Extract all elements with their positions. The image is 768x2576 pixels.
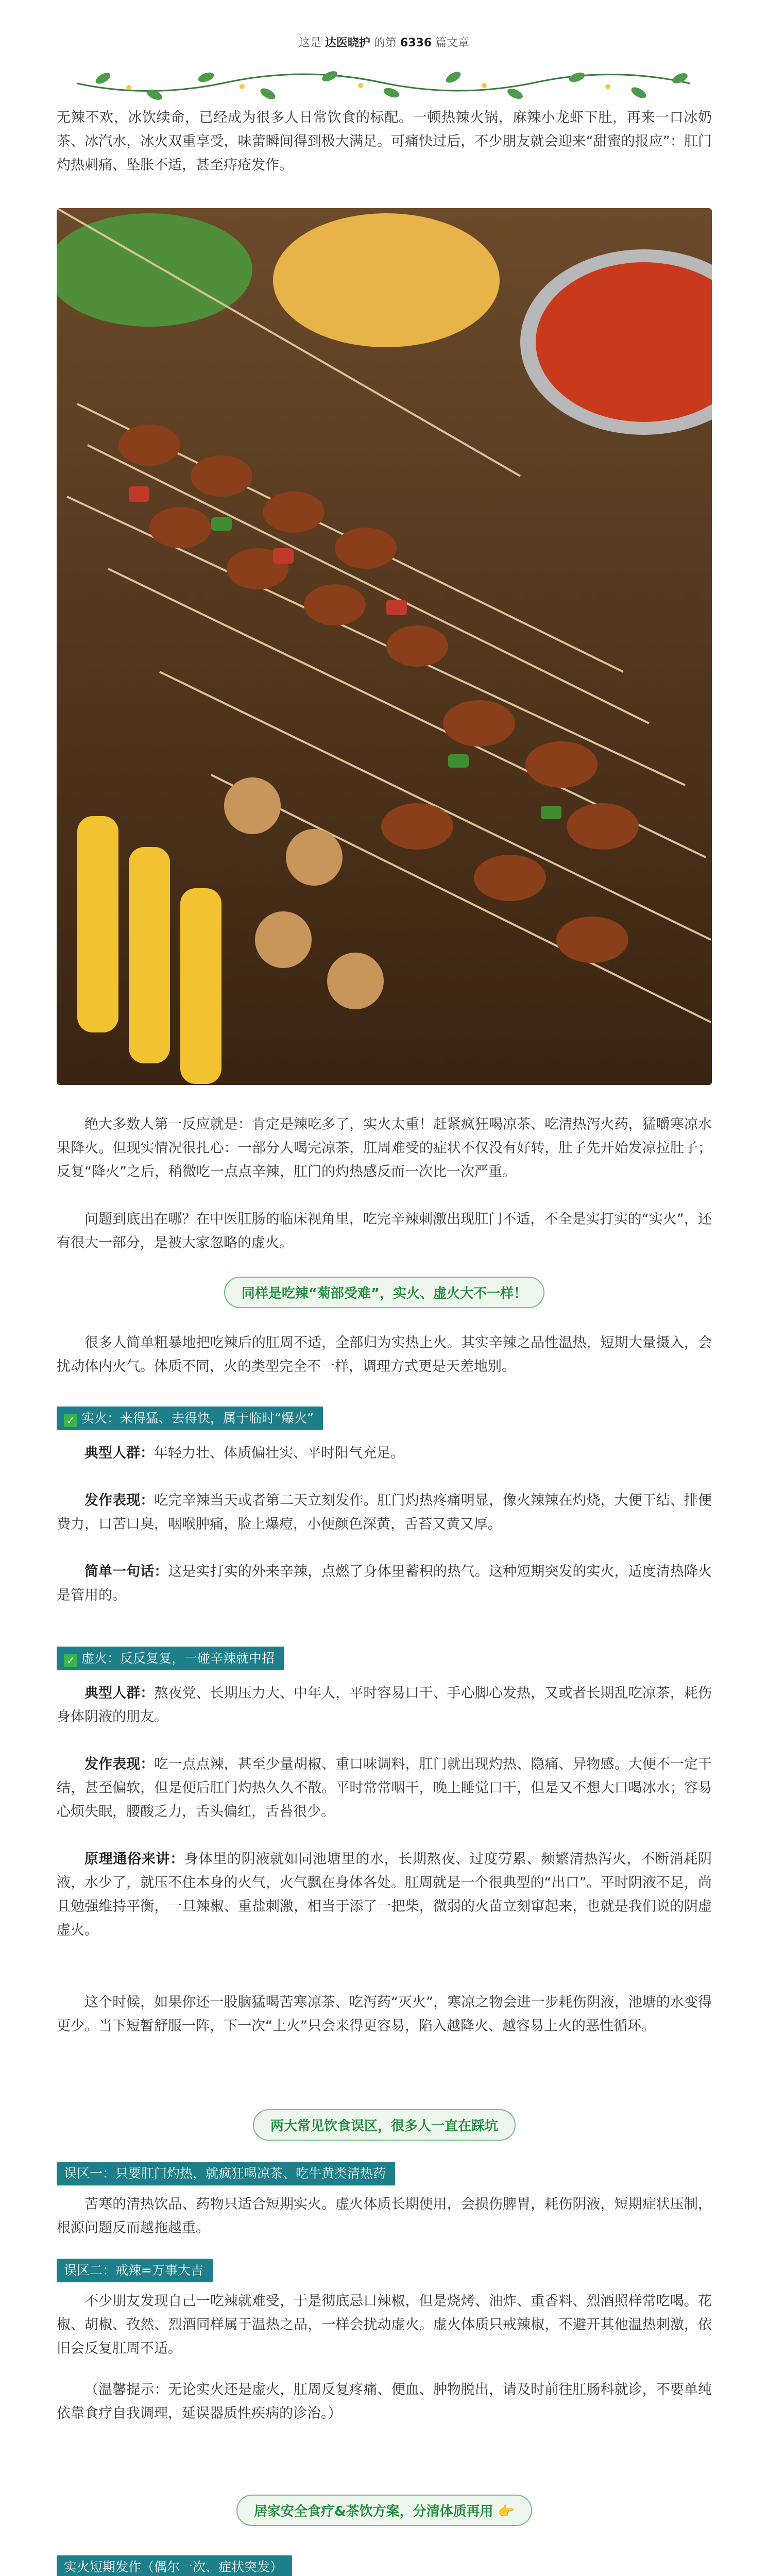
wuqu1-text: 苦寒的清热饮品、药物只适合短期实火。虚火体质长期使用，会损伤脾胃，耗伤阴液，短期症状压制，根源问题反而越拖越重。 bbox=[57, 2196, 712, 2236]
xuhuo-principle: 原理通俗来讲：身体里的阴液就如同池塘里的水，长期熬夜、过度劳累、频繁清热泻火，不断消耗阴液，水少了，就压不住本身的火气，火气飘在身体各处。肛周就是一个很典型的“出口”。平时阴液不足，尚且勉强维持平衡，一旦辣椒、重盐刺激，相当于添了一把柴，微弱的火苗立刻窜起来，也就是我们说的阴虚虚火。 bbox=[57, 1851, 712, 1938]
wuqu1-tag: 误区一：只要肛门灼热，就疯狂喝凉茶、吃牛黄类清热药 bbox=[57, 2162, 395, 2185]
body-section-1 bbox=[57, 1113, 712, 1255]
vine-decoration bbox=[72, 63, 695, 109]
warm-tip: （温馨提示：无论实火还是虚火，肛周反复疼痛、便血、肿物脱出，请及时前往肛肠科就诊，不要单纯依靠食疗自我调理，延误器质性疾病的诊治。） bbox=[57, 2382, 712, 2421]
para-4: 这个时候，如果你还一股脑猛喝苦寒凉茶、吃泻药“灭火”，寒凉之物会进一步耗伤阴液，池塘的水变得更少。当下短暂舒服一阵，下一次“上火”只会来得更容易，陷入越降火、越容易上火的恶性循环。 bbox=[57, 1994, 712, 2034]
xuhuo-section bbox=[57, 1647, 712, 1942]
shihuo-crowd: 典型人群：年轻力壮、体质偏壮实、平时阳气充足。 bbox=[84, 1445, 404, 1461]
para-1: 绝大多数人第一反应就是：肯定是辣吃多了，实火太重！赶紧疯狂喝凉茶、吃清热泻火药，猛嚼寒凉水果降火。但现实情况很扎心：一部分人喝完凉茶，肛周难受的症状不仅没有好转，肚子先开始发凉拉肚子；反复“降火”之后，稍微吃一点点辛辣，肛门的灼热感反而一次比一次严重。 bbox=[57, 1116, 712, 1180]
section-pill-3 bbox=[57, 2495, 712, 2526]
check-icon: ✓ bbox=[64, 1414, 77, 1427]
section-pill-2 bbox=[57, 2109, 712, 2141]
xuhuo-tag: ✓ 虚火：反反复复，一碰辛辣就中招 bbox=[57, 1647, 284, 1670]
section-pill-1 bbox=[57, 1277, 712, 1308]
wuqu2-tag: 误区二：戒辣=万事大吉 bbox=[57, 2259, 213, 2282]
check-icon: ✓ bbox=[64, 1654, 77, 1667]
xuhuo-crowd: 典型人群：熬夜党、长期压力大、中年人，平时容易口干、手心脚心发热，又或者长期乱吃凉茶，耗伤身体阴液的朋友。 bbox=[57, 1685, 712, 1725]
body-section-2 bbox=[57, 1331, 712, 1379]
shihuo-plan-tag: 实火短期发作（偶尔一次、症状突发） bbox=[57, 2555, 292, 2576]
shihuo-plan-section bbox=[57, 2555, 712, 2576]
intro-text: 无辣不欢，冰饮续命，已经成为很多人日常饮食的标配。一顿热辣火锅，麻辣小龙虾下肚，再来一口冰奶茶、冰汽水，冰火双重享受，味蕾瞬间得到极大满足。可痛快过后，不少朋友就会迎来“甜蜜的报应”：肛门灼热刺痛、坠胀不适，甚至痔疮发作。 bbox=[57, 110, 712, 173]
shihuo-summary: 简单一句话：这是实打实的外来辛辣，点燃了身体里蓄积的热气。这种短期突发的实火，适度清热降火是管用的。 bbox=[57, 1564, 712, 1603]
section-title-diet-plan: 居家安全食疗&茶饮方案，分清体质再用 👉 bbox=[236, 2495, 532, 2526]
bbq-skewers-photo bbox=[57, 208, 712, 1085]
intro-block bbox=[57, 106, 712, 177]
para-3: 很多人简单粗暴地把吃辣后的肛周不适，全部归为实热上火。其实辛辣之品性温热，短期大量摄入，会扰动体内火气。体质不同，火的类型完全不一样，调理方式更是天差地别。 bbox=[57, 1335, 712, 1375]
section-title-shihuo-xuhuo: 同样是吃辣“菊部受难”，实火、虚火大不一样！ bbox=[224, 1277, 544, 1308]
body-section-3 bbox=[57, 1991, 712, 2038]
section-title-wuqu: 两大常见饮食误区，很多人一直在踩坑 bbox=[253, 2109, 516, 2141]
account-name[interactable]: 达医晓护 bbox=[325, 37, 370, 49]
para-2: 问题到底出在哪？在中医肛肠的临床视角里，吃完辛辣刺激出现肛门不适，不全是实打实的“实火”，还有很大一部分，是被大家忽略的虚火。 bbox=[57, 1211, 712, 1251]
wuqu-section bbox=[57, 2162, 712, 2426]
xuhuo-symptom: 发作表现：吃一点点辣，甚至少量胡椒、重口味调料，肛门就出现灼热、隐痛、异物感。大便不一定干结，甚至偏软，但是便后肛门灼热久久不散。平时常常咽干，晚上睡觉口干，但是又不想大口喝冰水；容易心烦失眠，腰酸乏力，舌头偏红，舌苔很少。 bbox=[57, 1756, 712, 1820]
shihuo-symptom: 发作表现：吃完辛辣当天或者第二天立刻发作。肛门灼热疼痛明显，像火辣辣在灼烧，大便干结、排便费力，口苦口臭，咽喉肿痛，脸上爆痘，小便颜色深黄，舌苔又黄又厚。 bbox=[57, 1493, 712, 1532]
shihuo-tag: ✓ 实火：来得猛、去得快，属于临时“爆火” bbox=[57, 1406, 323, 1430]
article-counter: 这是 达医晓护 的第 6336 篇文章 bbox=[298, 37, 470, 49]
wuqu2-text: 不少朋友发现自己一吃辣就难受，于是彻底忌口辣椒，但是烧烤、油炸、重香料、烈酒照样常吃喝。花椒、胡椒、孜然、烈酒同样属于温热之品，一样会扰动虚火。虚火体质只戒辣椒，不避开其他温热刺激，依旧会反复肛周不适。 bbox=[57, 2293, 712, 2357]
shihuo-section bbox=[57, 1406, 712, 1607]
article-number: 6336 bbox=[400, 37, 432, 49]
